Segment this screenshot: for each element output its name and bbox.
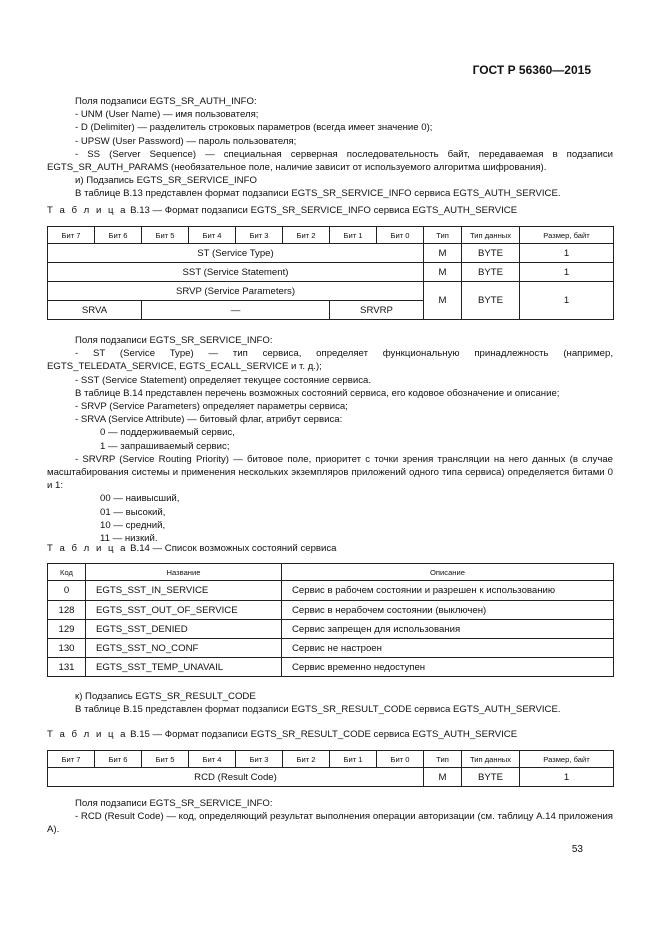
table-13	[47, 226, 614, 320]
table-title: В.13 — Формат подзаписи EGTS_SR_SERVICE_INFO сервиса EGTS_AUTH_SERVICE	[127, 205, 518, 216]
header-cell: Бит 5	[142, 227, 189, 244]
list-item: 0 — поддерживаемый сервис,	[100, 427, 235, 439]
description-cell: Сервис временно недоступен	[282, 658, 614, 677]
paragraph: В таблице В.14 представлен перечень возможных состояний сервиса, его кодовое обозначение и описание;	[75, 387, 560, 399]
paragraph: - SRVP (Service Parameters) определяет параметры сервиса;	[75, 401, 348, 413]
code-cell: 0	[48, 581, 86, 601]
paragraph: - UNM (User Name) — имя пользователя;	[75, 109, 259, 121]
table-title: В.15 — Формат подзаписи EGTS_SR_RESULT_CODE сервиса EGTS_AUTH_SERVICE	[127, 729, 518, 740]
header-cell: Тип данных	[462, 751, 520, 768]
list-item: 1 — запрашиваемый сервис;	[100, 440, 230, 452]
reserved-cell: —	[142, 301, 330, 320]
paragraph: Поля подзаписи EGTS_SR_AUTH_INFO:	[75, 96, 257, 107]
header-cell: Тип данных	[462, 227, 520, 244]
type-cell: M	[424, 768, 462, 787]
type-cell: M	[424, 263, 462, 282]
name-cell: EGTS_SST_IN_SERVICE	[86, 581, 282, 601]
result-code-fields-block	[47, 797, 613, 837]
size-cell: 1	[520, 244, 614, 263]
code-cell: 128	[48, 601, 86, 620]
description-cell: Сервис в рабочем состоянии и разрешен к использованию	[282, 581, 614, 601]
type-cell: M	[424, 282, 462, 320]
table-row	[48, 581, 614, 601]
field-cell: SRVP (Service Parameters)	[48, 282, 424, 301]
header-cell: Код	[48, 564, 86, 581]
paragraph: - SST (Service Statement) определяет текущее состояние сервиса.	[75, 374, 372, 386]
table-row	[48, 601, 614, 620]
table-15	[47, 750, 614, 787]
header-cell: Тип	[424, 751, 462, 768]
code-cell: 130	[48, 639, 86, 658]
table-label: Т а б л и ц а	[47, 205, 128, 216]
header-cell: Тип	[424, 227, 462, 244]
table-header-row	[48, 227, 614, 244]
header-cell: Описание	[282, 564, 614, 581]
paragraph: В таблице В.13 представлен формат подзаписи EGTS_SR_SERVICE_INFO сервиса EGTS_AUTH_SERVICE.	[75, 188, 561, 200]
header-cell: Бит 1	[330, 751, 377, 768]
table-row	[48, 244, 614, 263]
paragraph: - ST (Service Type) — тип сервиса, определяет функциональную принадлежность (например, EGTS_TELEDATA_SERVICE, EGTS_ECALL_SERVICE и т. д.);	[47, 348, 613, 373]
subsection-heading: и) Подзапись EGTS_SR_SERVICE_INFO	[75, 175, 257, 187]
field-cell: ST (Service Type)	[48, 244, 424, 263]
header-cell: Бит 6	[95, 751, 142, 768]
size-cell: 1	[520, 263, 614, 282]
paragraph: - SRVA (Service Attribute) — битовый флаг, атрибут сервиса:	[75, 414, 343, 426]
header-cell: Бит 3	[236, 227, 283, 244]
data-type-cell: BYTE	[462, 263, 520, 282]
data-type-cell: BYTE	[462, 768, 520, 787]
field-cell: RCD (Result Code)	[48, 768, 424, 787]
header-cell: Бит 3	[236, 751, 283, 768]
table-label: Т а б л и ц а	[47, 543, 128, 554]
data-type-cell: BYTE	[462, 282, 520, 320]
size-cell: 1	[520, 768, 614, 787]
header-cell: Бит 4	[189, 751, 236, 768]
table-15-caption	[47, 729, 517, 740]
subsection-heading: к) Подзапись EGTS_SR_RESULT_CODE	[75, 691, 256, 702]
type-cell: M	[424, 244, 462, 263]
service-info-fields-block	[47, 334, 613, 545]
standard-number: ГОСТ Р 56360—2015	[472, 63, 591, 77]
description-cell: Сервис не настроен	[282, 639, 614, 658]
list-item: 00 — наивысший,	[100, 493, 180, 505]
header-cell: Название	[86, 564, 282, 581]
size-cell: 1	[520, 282, 614, 320]
header-cell: Бит 2	[283, 751, 330, 768]
table-row	[48, 620, 614, 639]
page-number: 53	[571, 844, 583, 855]
header-cell: Бит 2	[283, 227, 330, 244]
table-row	[48, 768, 614, 787]
table-row	[48, 282, 614, 301]
paragraph: Поля подзаписи EGTS_SR_SERVICE_INFO:	[75, 335, 273, 346]
table-13-caption	[47, 205, 517, 216]
header-cell: Бит 0	[377, 227, 424, 244]
list-item: 11 — низкий.	[100, 533, 158, 545]
paragraph: - D (Delimiter) — разделитель строковых параметров (всегда имеет значение 0);	[75, 122, 433, 134]
description-cell: Сервис запрещен для использования	[282, 620, 614, 639]
table-row	[48, 639, 614, 658]
paragraph: - RCD (Result Code) — код, определяющий результат выполнения операции авторизации (см. таблицу А.14 приложения А).	[47, 811, 613, 836]
paragraph: - UPSW (User Password) — пароль пользователя;	[75, 135, 297, 147]
table-row	[48, 658, 614, 677]
header-cell: Бит 5	[142, 751, 189, 768]
code-cell: 131	[48, 658, 86, 677]
paragraph: - SRVRP (Service Routing Priority) — битовое поле, приоритет с точки зрения трансляции на него данных (в случае масштабирования системы и применения нескольких экземпляров приложений одного типа сервиса) определяется битами 0 и 1:	[47, 453, 613, 492]
table-14-caption	[47, 543, 337, 554]
field-cell: SST (Service Statement)	[48, 263, 424, 282]
header-cell: Бит 1	[330, 227, 377, 244]
table-row	[48, 263, 614, 282]
code-cell: 129	[48, 620, 86, 639]
paragraph: - SS (Server Sequence) — специальная серверная последовательность байт, передаваемая в подзаписи EGTS_SR_AUTH_PARAMS (необязательное поле, наличие зависит от используемого алгоритма шифрования).	[47, 148, 613, 174]
list-item: 01 — высокий,	[100, 506, 166, 518]
name-cell: EGTS_SST_NO_CONF	[86, 639, 282, 658]
auth-info-fields-block	[47, 95, 613, 201]
header-cell: Бит 4	[189, 227, 236, 244]
table-title: В.14 — Список возможных состояний сервиса	[127, 543, 337, 554]
data-type-cell: BYTE	[462, 244, 520, 263]
header-cell: Бит 0	[377, 751, 424, 768]
table-header-row	[48, 751, 614, 768]
list-item: 10 — средний,	[100, 519, 166, 531]
table-header-row	[48, 564, 614, 581]
header-cell: Размер, байт	[520, 227, 614, 244]
paragraph: Поля подзаписи EGTS_SR_SERVICE_INFO:	[75, 798, 273, 809]
name-cell: EGTS_SST_DENIED	[86, 620, 282, 639]
header-cell: Бит 7	[48, 227, 95, 244]
description-cell: Сервис в нерабочем состоянии (выключен)	[282, 601, 614, 620]
header-cell: Размер, байт	[520, 751, 614, 768]
name-cell: EGTS_SST_OUT_OF_SERVICE	[86, 601, 282, 620]
name-cell: EGTS_SST_TEMP_UNAVAIL	[86, 658, 282, 677]
table-14	[47, 563, 614, 677]
paragraph: В таблице В.15 представлен формат подзаписи EGTS_SR_RESULT_CODE сервиса EGTS_AUTH_SERVICE.	[75, 704, 561, 716]
table-label: Т а б л и ц а	[47, 729, 128, 740]
srva-cell: SRVA	[48, 301, 142, 320]
header-cell: Бит 6	[95, 227, 142, 244]
header-cell: Бит 7	[48, 751, 95, 768]
srvrp-cell: SRVRP	[330, 301, 424, 320]
result-code-intro-block	[47, 690, 613, 716]
